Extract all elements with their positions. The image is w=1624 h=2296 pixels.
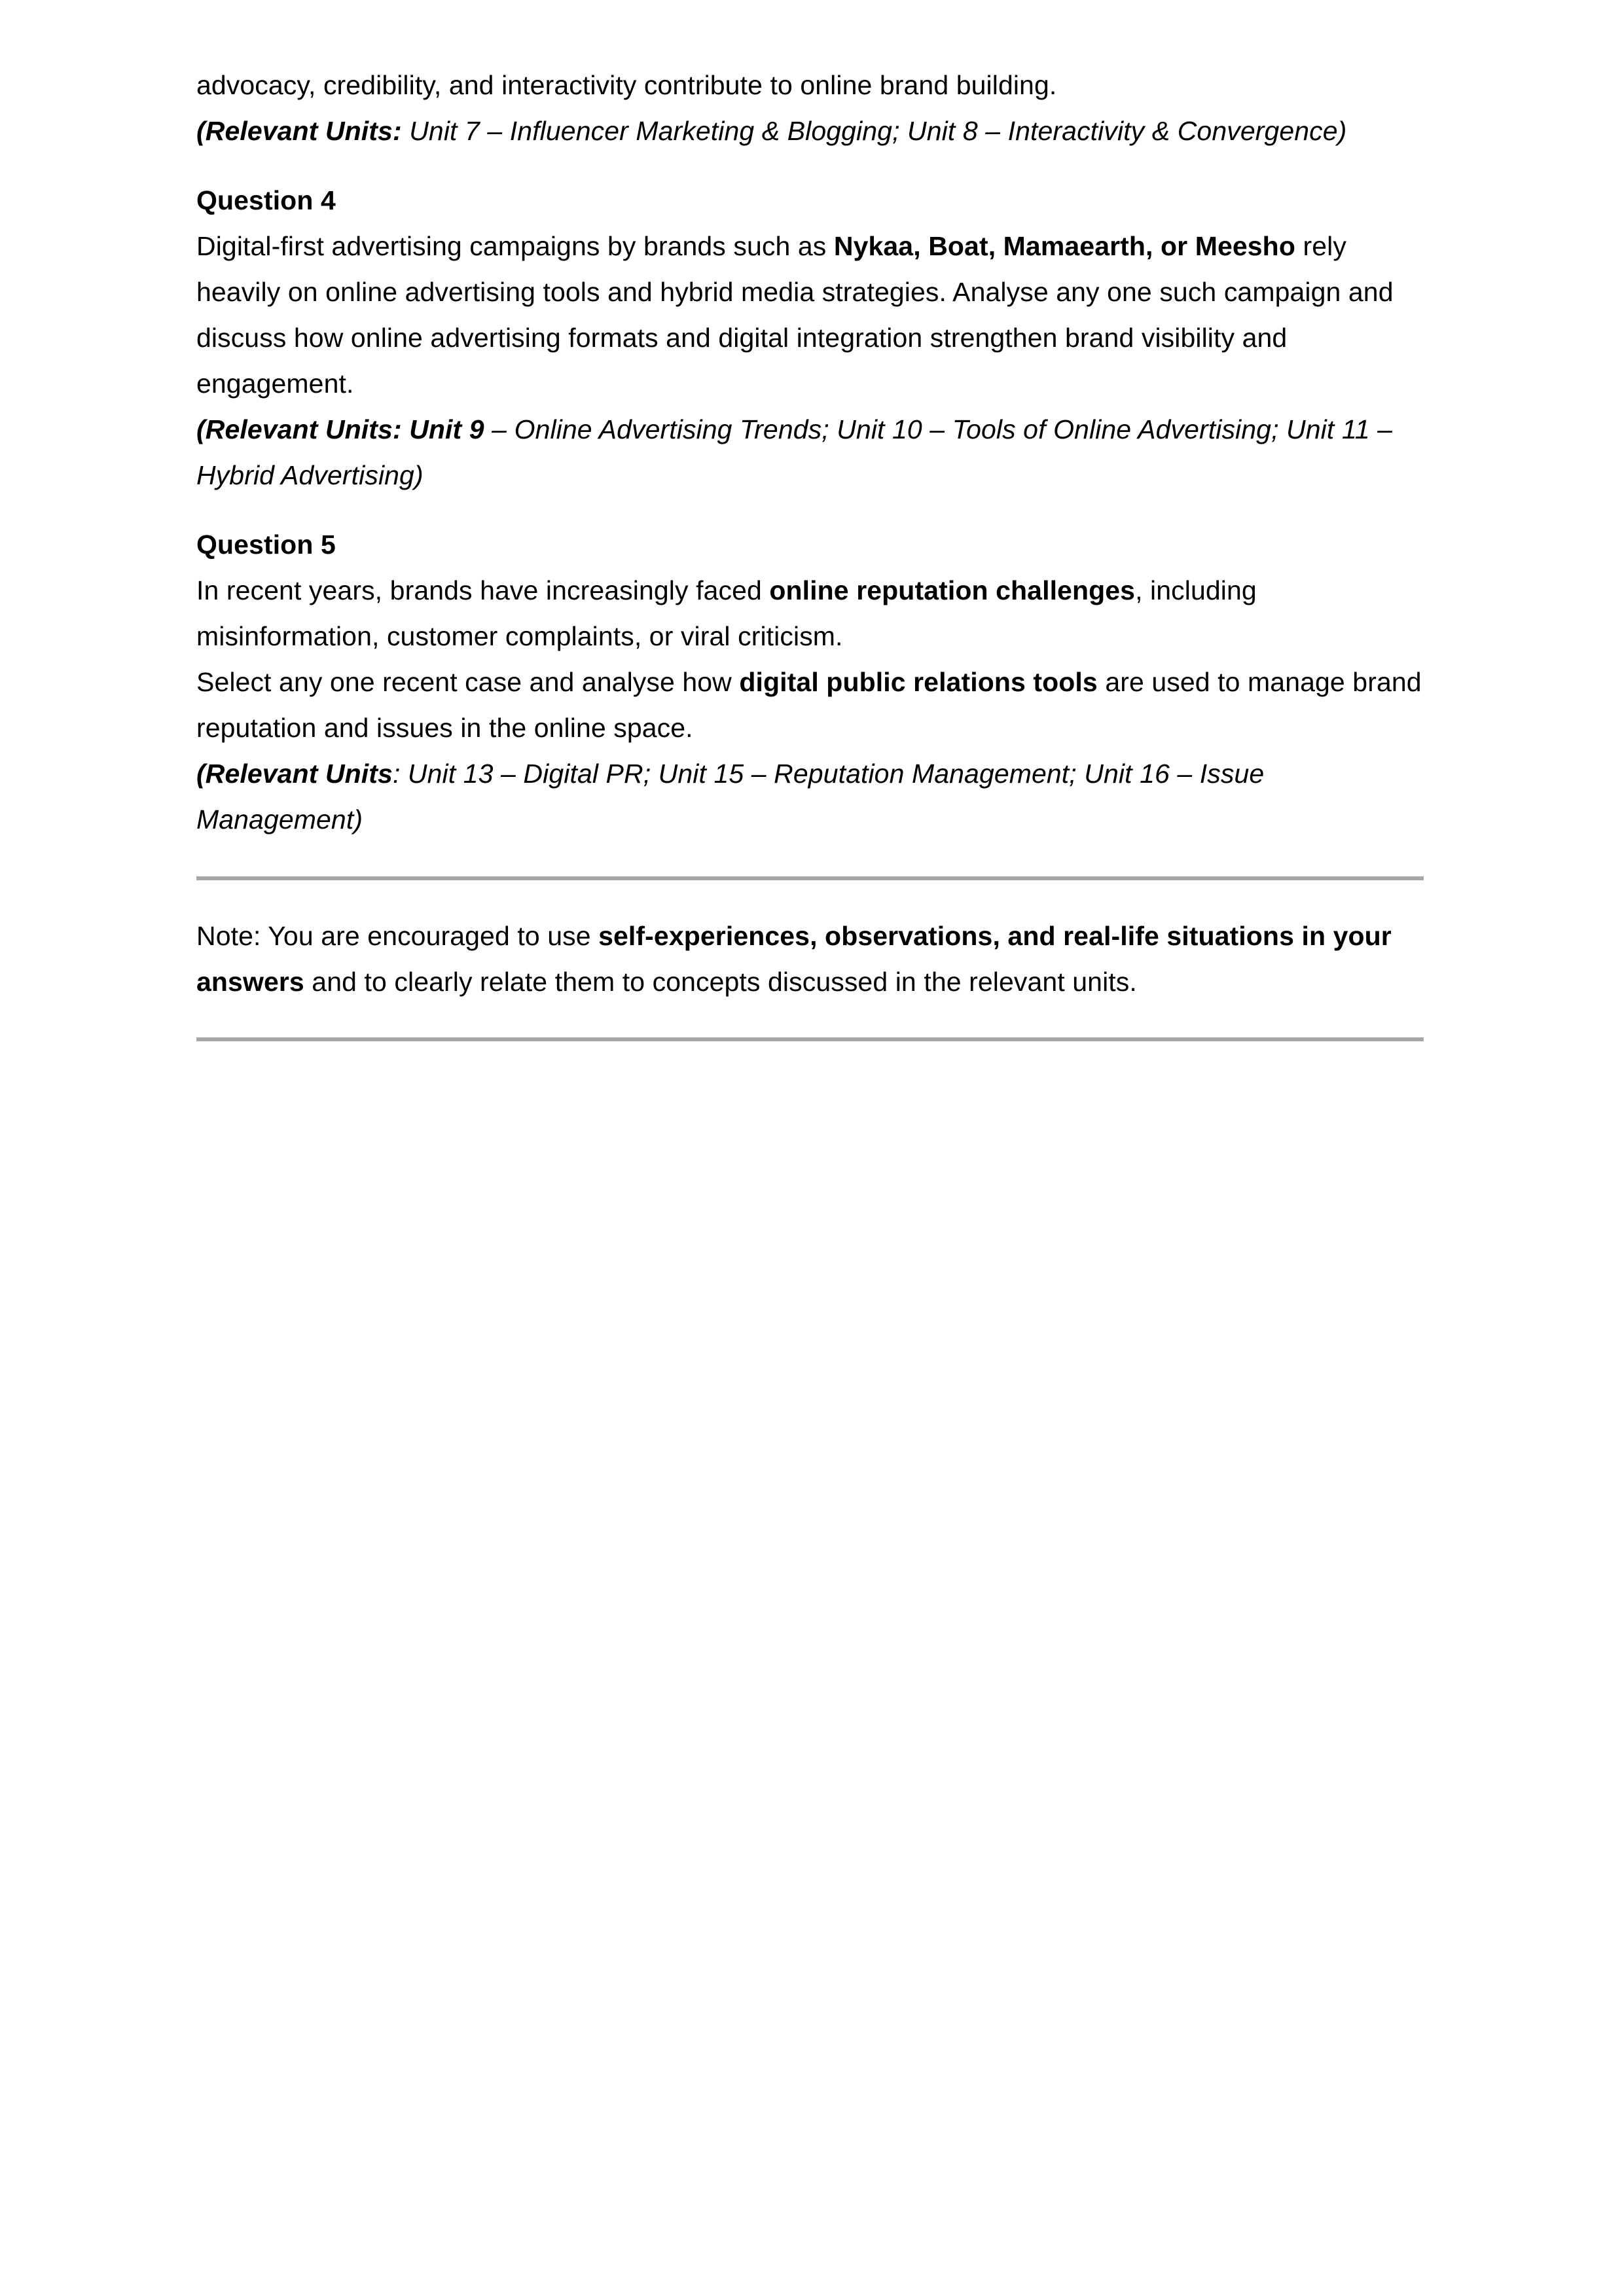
document-body [196, 62, 1424, 1041]
note-part1: Note: You are encouraged to use [196, 921, 599, 951]
relevant-units-label: (Relevant Units: Unit 9 [196, 414, 484, 444]
question-4-heading: Question 4 [196, 185, 336, 215]
note-paragraph [196, 913, 1424, 1005]
question-4-body-part2: rely heavily on online advertising tools and hybrid media strategies. Analyse any one such campaign and discuss how online advertising formats and digital integration strengthen brand visibility and engagement. [196, 231, 1394, 399]
relevant-units-label: (Relevant Units: [196, 116, 402, 146]
question-5-body-part1: In recent years, brands have increasingly faced [196, 575, 770, 605]
horizontal-rule-bottom [196, 1037, 1424, 1041]
question-5-bold-reputation: online reputation challenges [769, 575, 1136, 605]
note-part2: and to clearly relate them to concepts discussed in the relevant units. [304, 967, 1137, 997]
relevant-units-text: : Unit 13 – Digital PR; Unit 15 – Reputation Management; Unit 16 – Issue Management) [196, 759, 1265, 834]
question-5-body-first [196, 567, 1424, 659]
relevant-units-label: (Relevant Units [196, 759, 393, 789]
question-4-body-part1: Digital-first advertising campaigns by brands such as [196, 231, 834, 261]
question-5-body-part4: are used to manage brand reputation and issues in the online space. [196, 667, 1422, 743]
question-5-body-part2: , including misinformation, customer complaints, or viral criticism. [196, 575, 1257, 651]
relevant-units-q4 [196, 406, 1424, 498]
relevant-units-q3 [196, 108, 1424, 154]
question-5-body-second [196, 659, 1424, 751]
question-4-brands: Nykaa, Boat, Mamaearth, or Meesho [833, 231, 1295, 261]
question-4-body [196, 223, 1424, 406]
question-5-bold-pr-tools: digital public relations tools [739, 667, 1098, 697]
relevant-units-text: – Online Advertising Trends; Unit 10 – Tools of Online Advertising; Unit 11 – Hybrid Advertising) [196, 414, 1393, 490]
question-5-body-part3: Select any one recent case and analyse how [196, 667, 740, 697]
question-5-heading: Question 5 [196, 529, 336, 560]
continued-paragraph-line [196, 62, 1424, 108]
note-bold: self-experiences, observations, and real-life situations in your answers [196, 921, 1392, 997]
horizontal-rule-top [196, 876, 1424, 880]
relevant-units-text: Unit 7 – Influencer Marketing & Blogging; Unit 8 – Interactivity & Convergence) [401, 116, 1347, 146]
relevant-units-q5 [196, 751, 1424, 842]
continued-text: advocacy, credibility, and interactivity contribute to online brand building. [196, 70, 1057, 100]
